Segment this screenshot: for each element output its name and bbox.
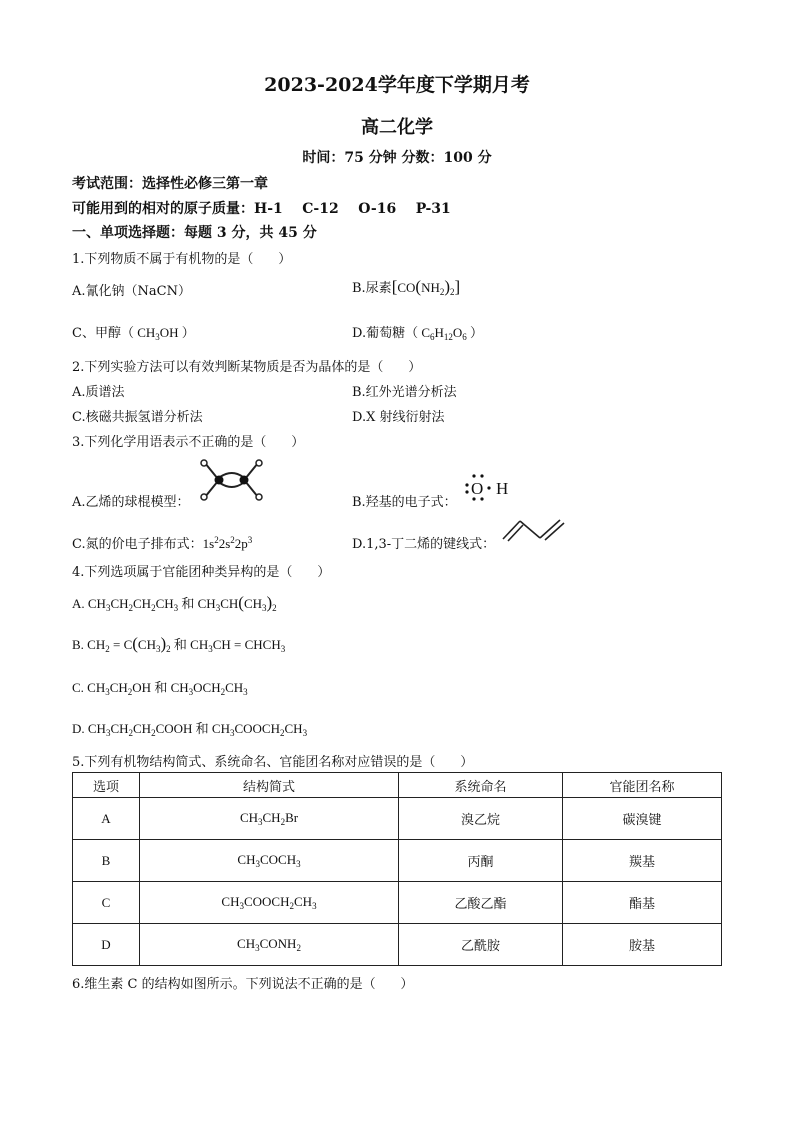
q3-stem: 3.下列化学用语表示不正确的是（ ） [72, 435, 305, 450]
ethylene-ball-stick-model [196, 458, 268, 504]
q1-option-a: A.氰化钠（NaCN） [72, 284, 191, 299]
cell-option: B [73, 840, 140, 882]
cell-structure: $CH_3COOCH_2CH_3$ [140, 882, 399, 924]
atomic-masses: 可能用到的相对的原子质量：H-1 C-12 O-16 P-31 [72, 201, 451, 217]
cell-name: 乙酰胺 [399, 924, 563, 966]
cell-group: 胺基 [563, 924, 722, 966]
q1-option-d-label: D.葡萄糖（ [352, 326, 419, 341]
cell-structure: $CH_3COCH_3$ [140, 840, 399, 882]
q5-stem: 5.下列有机物结构简式、系统命名、官能团名称对应错误的是（ ） [72, 755, 474, 770]
q6-stem: 6.维生素 C 的结构如图所示。下列说法不正确的是（ ） [72, 977, 414, 992]
urea-formula: $[CO(NH_2)_2]$ [391, 277, 461, 297]
q1-option-b-label: B.尿素 [352, 281, 392, 296]
q5-table [72, 772, 722, 966]
nitrogen-config: $1s^22s^22p^3$ [202, 535, 253, 551]
header-group: 官能团名称 [563, 773, 722, 798]
q1-option-c-label: C、甲醇（ [72, 326, 134, 341]
cell-name: 溴乙烷 [399, 798, 563, 840]
cell-option: C [73, 882, 140, 924]
q3-option-b: B.羟基的电子式： [352, 495, 457, 510]
q4-stem: 4.下列选项属于官能团种类异构的是（ ） [72, 565, 331, 580]
section-heading: 一、单项选择题：每题 3 分，共 45 分 [72, 225, 317, 241]
header-name: 系统命名 [399, 773, 563, 798]
glucose-formula: $C_6H_{12}O_6$ [418, 325, 467, 342]
q3-option-c-label: C.氮的价电子排布式： [72, 537, 203, 552]
table-row [73, 840, 722, 882]
q2-option-a: A.质谱法 [72, 385, 125, 400]
q2-option-d: D.X 射线衍射法 [352, 410, 445, 425]
cell-group: 羰基 [563, 840, 722, 882]
q4-option-b: B. $CH_2 = C(CH_3)_2$ 和 $CH_3CH$ = $CHCH_3$ [72, 634, 286, 654]
q4-option-a: A. $CH_3CH_2CH_2CH_3$ 和 $CH_3CH(CH_3)_2$ [72, 593, 277, 613]
cell-structure: $CH_3CH_2Br$ [140, 798, 399, 840]
hydroxyl-electron-dot [462, 472, 514, 502]
exam-scope: 考试范围：选择性必修三第一章 [72, 176, 268, 192]
q1-option-c: C、甲醇（ $CH_3OH$ ） [72, 325, 195, 342]
cell-name: 丙酮 [399, 840, 563, 882]
svg-text:H: H [496, 479, 509, 498]
cell-group: 酯基 [563, 882, 722, 924]
table-row [73, 882, 722, 924]
header-structure: 结构简式 [140, 773, 399, 798]
subject-title: 高二化学 [361, 117, 433, 138]
q3-option-c [72, 533, 252, 552]
q4-option-d: D. $CH_3CH_2CH_2COOH$ 和 $CH_3COOCH_2CH_3$ [72, 721, 308, 738]
methanol-formula: $CH_3OH$ [133, 325, 182, 342]
cell-group: 碳溴键 [563, 798, 722, 840]
time-score: 时间：75 分钟 分数：100 分 [302, 150, 492, 166]
q2-option-c: C.核磁共振氢谱分析法 [72, 410, 203, 425]
q4-option-c: C. $CH_3CH_2OH$ 和 $CH_3OCH_2CH_3$ [72, 680, 248, 697]
table-row [73, 798, 722, 840]
exam-title: 2023-2024学年度下学期月考 [264, 74, 530, 96]
table-header-row [73, 773, 722, 798]
svg-text:O: O [471, 479, 484, 498]
cell-option: D [73, 924, 140, 966]
q3-option-d: D.1,3-丁二烯的键线式： [352, 537, 496, 552]
q2-stem: 2.下列实验方法可以有效判断某物质是否为晶体的是（ ） [72, 360, 422, 375]
q1-option-d: D.葡萄糖（ $C_6H_{12}O_6$ ） [352, 325, 484, 342]
header-option: 选项 [73, 773, 140, 798]
q3-option-a: A.乙烯的球棍模型： [72, 495, 190, 510]
q1-stem: 1.下列物质不属于有机物的是（ ） [72, 252, 292, 267]
cell-option: A [73, 798, 140, 840]
table-row [73, 924, 722, 966]
butadiene-skeletal-formula [500, 516, 570, 544]
cell-name: 乙酸乙酯 [399, 882, 563, 924]
q1-option-b [352, 277, 460, 297]
cell-structure: $CH_3CONH_2$ [140, 924, 399, 966]
q2-option-b: B.红外光谱分析法 [352, 385, 457, 400]
